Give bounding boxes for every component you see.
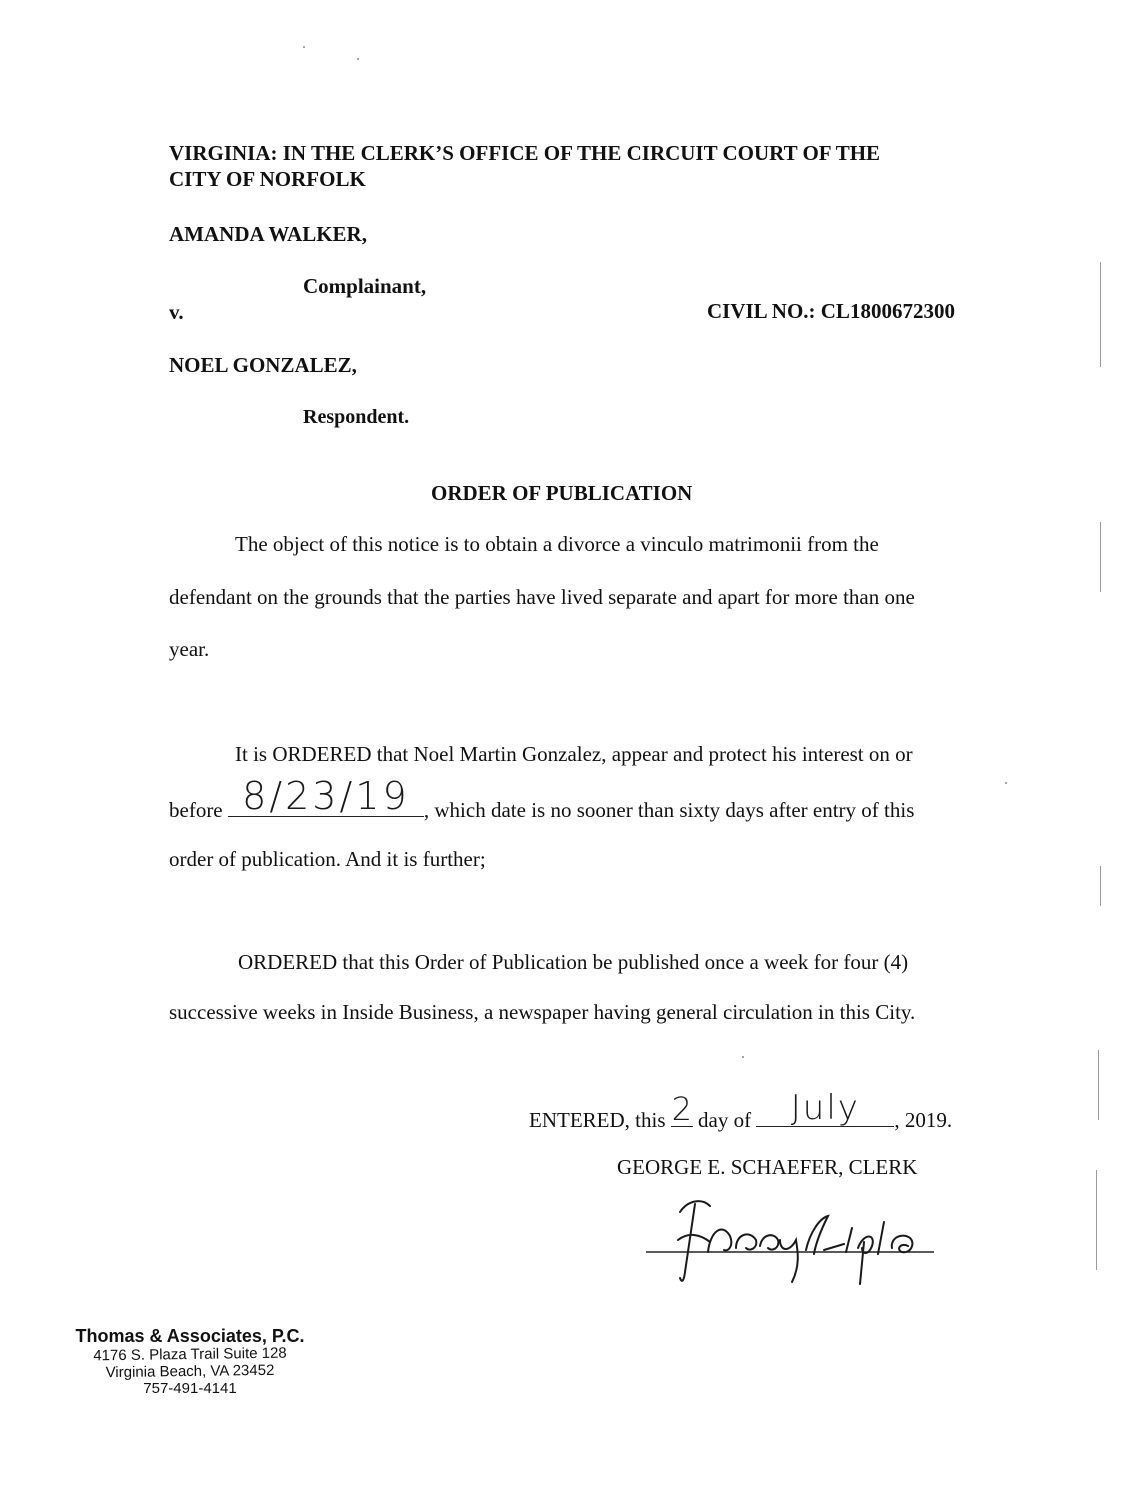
- paragraph-3-line-1: ORDERED that this Order of Publication be published once a week for four (4): [238, 950, 909, 974]
- appearance-date-blank: [228, 774, 424, 818]
- handwritten-day: 2: [671, 1090, 692, 1128]
- entered-prefix: ENTERED, this: [529, 1108, 666, 1132]
- scan-edge-mark: [1100, 262, 1101, 367]
- clerk-signature: [640, 1192, 940, 1292]
- clerk-name: GEORGE E. SCHAEFER, CLERK: [617, 1155, 918, 1179]
- firm-phone: 757-491-4141: [143, 1380, 237, 1397]
- scan-edge-mark: [1100, 522, 1101, 592]
- respondent-role: Respondent.: [303, 406, 410, 428]
- handwritten-appearance-date: 8/23/19: [242, 774, 410, 818]
- respondent-name: NOEL GONZALEZ,: [169, 353, 357, 377]
- entered-day-blank: [671, 1090, 693, 1128]
- versus-label: v.: [169, 300, 184, 324]
- paragraph-2-line-1: It is ORDERED that Noel Martin Gonzalez, appear and protect his interest on or: [235, 742, 913, 766]
- scan-edge-mark: [1100, 866, 1101, 906]
- scan-speck: [1005, 782, 1007, 784]
- scan-speck: [357, 58, 359, 60]
- complainant-role: Complainant,: [303, 274, 427, 298]
- paragraph-1-line-2: defendant on the grounds that the parties have lived separate and apart for more than one: [169, 585, 915, 609]
- paragraph-1-line-1: The object of this notice is to obtain a divorce a vinculo matrimonii from the: [235, 532, 879, 556]
- scan-edge-mark: [1098, 1050, 1099, 1120]
- paragraph-2-line-2: [169, 774, 915, 823]
- paragraph-3-line-2: successive weeks in Inside Business, a newspaper having general circulation in this City.: [169, 1000, 916, 1024]
- entered-suffix: , 2019.: [894, 1108, 953, 1132]
- firm-name: Thomas & Associates, P.C.: [75, 1326, 305, 1346]
- scan-speck: [303, 46, 305, 48]
- before-label: before: [169, 798, 223, 822]
- scan-speck: [742, 1056, 744, 1058]
- handwritten-month: July: [790, 1088, 860, 1128]
- firm-address-line-1: 4176 S. Plaza Trail Suite 128: [93, 1344, 287, 1365]
- entered-line: [529, 1088, 953, 1133]
- firm-address-line-2: Virginia Beach, VA 23452: [105, 1361, 275, 1382]
- paragraph-1-line-3: year.: [169, 637, 210, 661]
- court-heading-line-1: VIRGINIA: IN THE CLERK’S OFFICE OF THE CIRCUIT COURT OF THE: [169, 141, 881, 165]
- entered-mid: day of: [698, 1108, 752, 1132]
- entered-month-blank: [756, 1088, 894, 1128]
- complainant-name: AMANDA WALKER,: [169, 222, 367, 246]
- firm-stamp: [68, 1326, 312, 1397]
- paragraph-2-line-2-rest: , which date is no sooner than sixty days after entry of this: [423, 798, 915, 822]
- scan-edge-mark: [1096, 1170, 1097, 1270]
- court-heading-line-2: CITY OF NORFOLK: [169, 167, 366, 191]
- document-title: ORDER OF PUBLICATION: [431, 481, 693, 505]
- civil-number: CIVIL NO.: CL1800672300: [707, 299, 955, 323]
- paragraph-2-line-3: order of publication. And it is further;: [169, 847, 486, 871]
